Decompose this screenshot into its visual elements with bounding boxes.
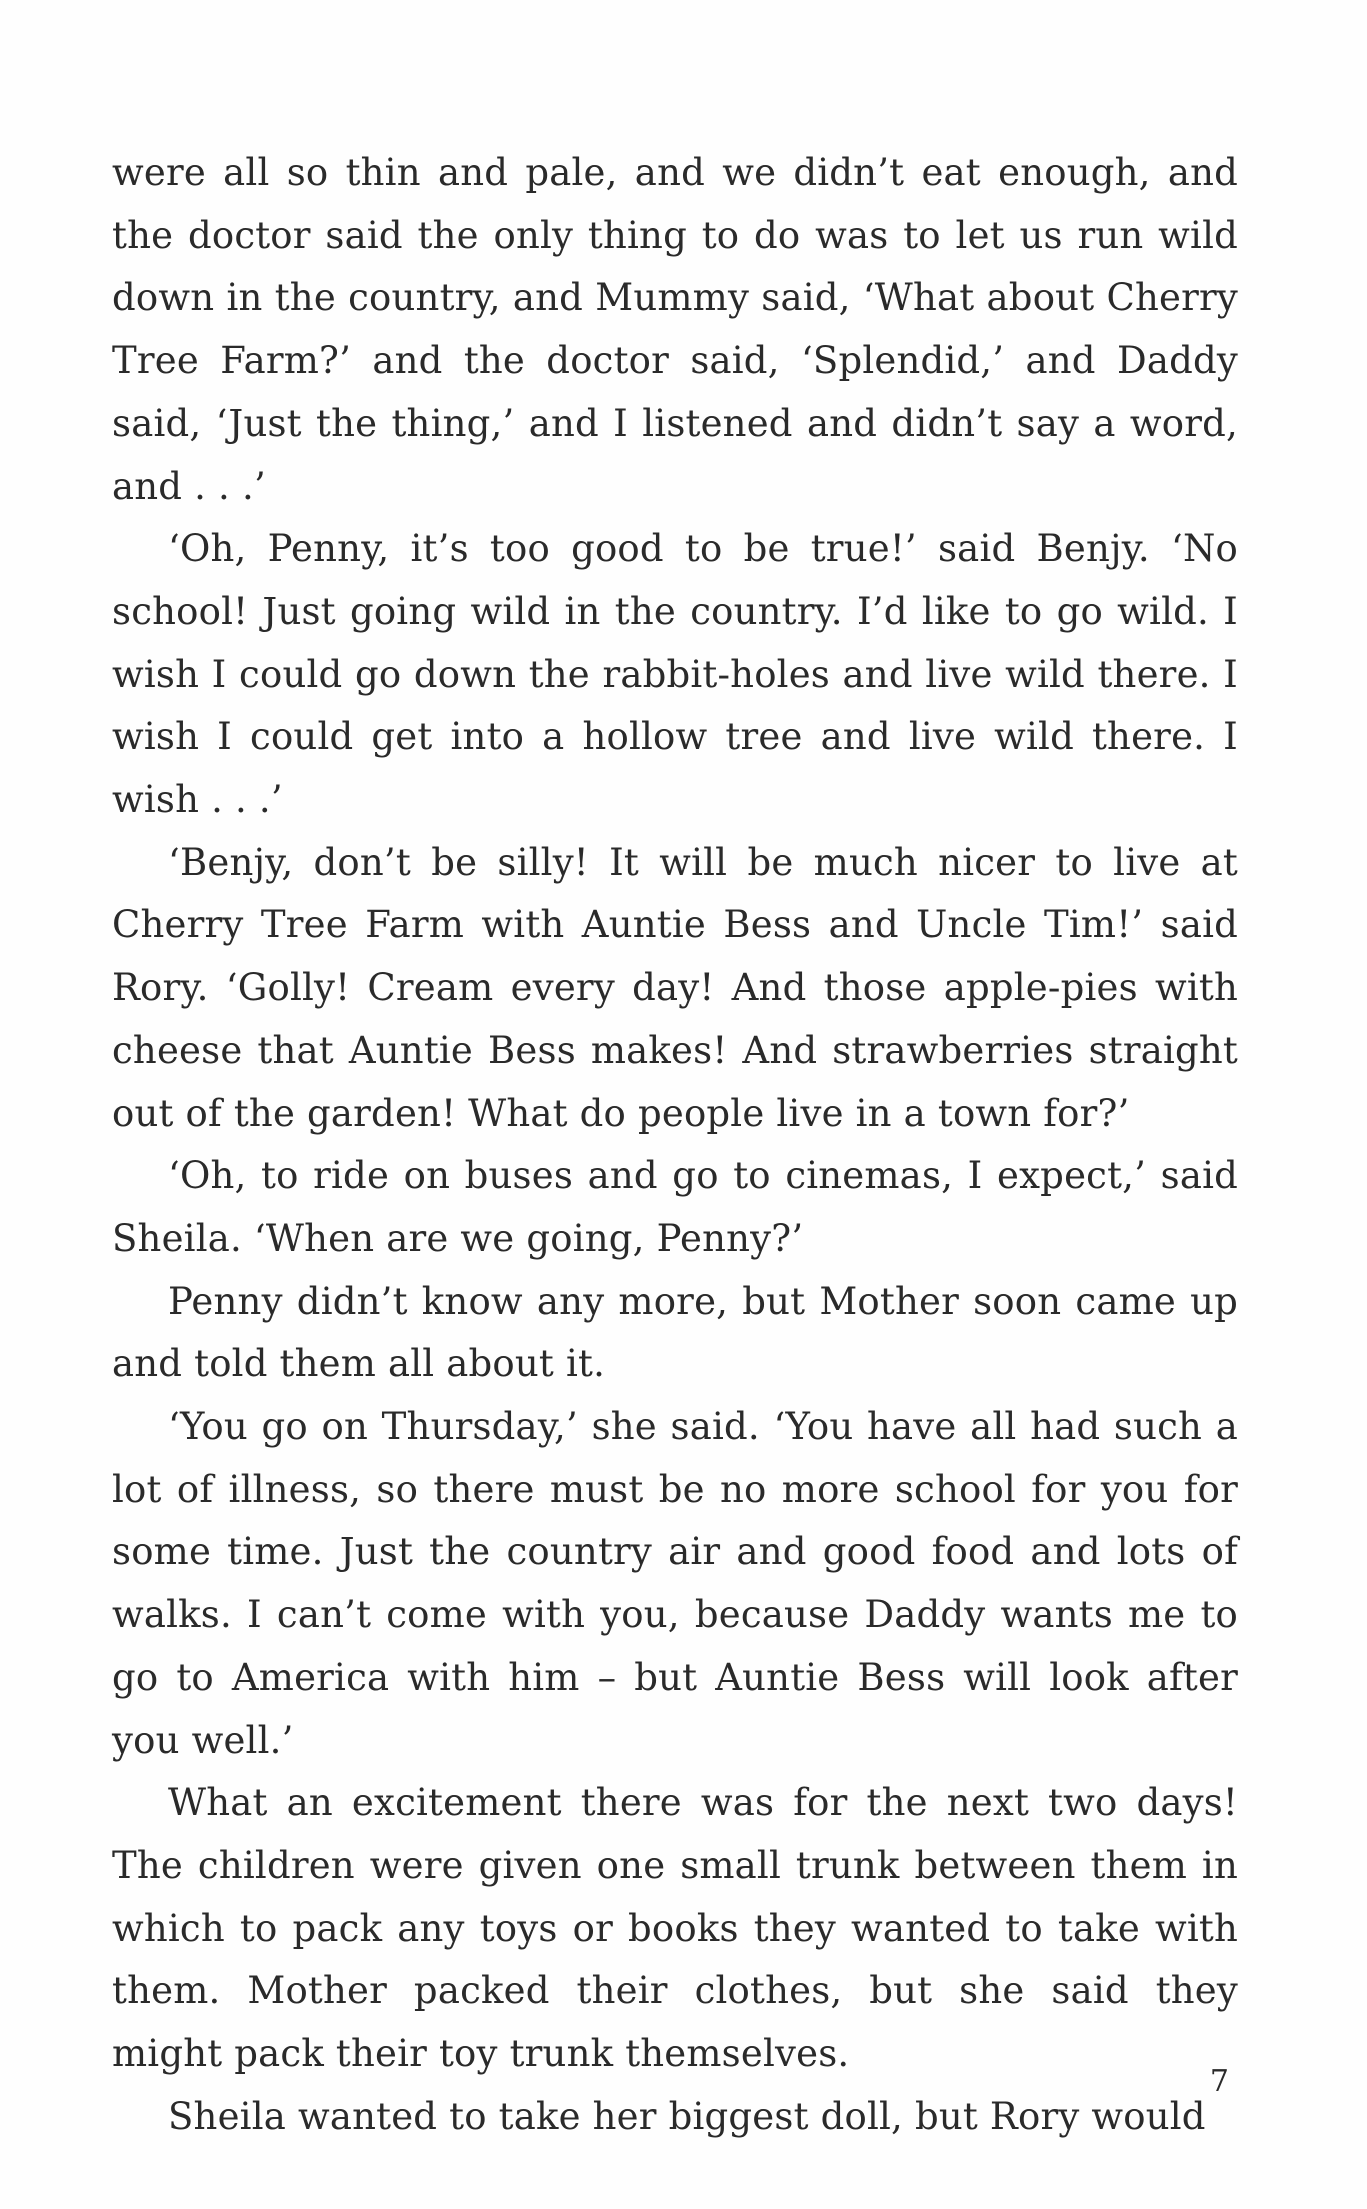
paragraph-1: were all so thin and pale, and we didn’t eat enough, and the doctor said the only thing to do was to let us run wild down in the country, and Mummy said, ‘What about Cherry Tree Farm?’ and the doctor said, ‘Splendid,’ and Daddy said, ‘Just the thing,’ and I listened and didn’t say a word, and . . .’ bbox=[112, 151, 1238, 508]
page-number: 7 bbox=[1209, 2064, 1229, 2099]
body-text bbox=[112, 142, 1238, 2149]
paragraph-4: ‘Oh, to ride on buses and go to cinemas, I expect,’ said Sheila. ‘When are we going, Penny?’ bbox=[112, 1154, 1238, 1260]
paragraph-5: Penny didn’t know any more, but Mother soon came up and told them all about it. bbox=[112, 1279, 1238, 1386]
paragraph-7: What an excitement there was for the next two days! The children were given one small trunk between them in which to pack any toys or books they wanted to take with them. Mother packed their clothes, but she said they might pack their toy trunk themselves. bbox=[112, 1781, 1238, 2076]
paragraph-6: ‘You go on Thursday,’ she said. ‘You have all had such a lot of illness, so there must be no more school for you for some time. Just the country air and good food and lots of walks. I can’t come with you, because Daddy wants me to go to America with him – but Auntie Bess will look after you well.’ bbox=[112, 1405, 1238, 1762]
paragraph-2: ‘Oh, Penny, it’s too good to be true!’ said Benjy. ‘No school! Just going wild in the country. I’d like to go wild. I wish I could go down the rabbit-holes and live wild there. I wish I could get into a hollow tree and live wild there. I wish . . .’ bbox=[112, 527, 1238, 822]
paragraph-8: Sheila wanted to take her biggest doll, but Rory would bbox=[168, 2094, 1206, 2138]
paragraph-3: ‘Benjy, don’t be silly! It will be much nicer to live at Cherry Tree Farm with Auntie Bess and Uncle Tim!’ said Rory. ‘Golly! Cream every day! And those apple-pies with cheese that Auntie Bess makes! And strawberries straight out of the garden! What do people live in a town for?’ bbox=[112, 840, 1238, 1135]
